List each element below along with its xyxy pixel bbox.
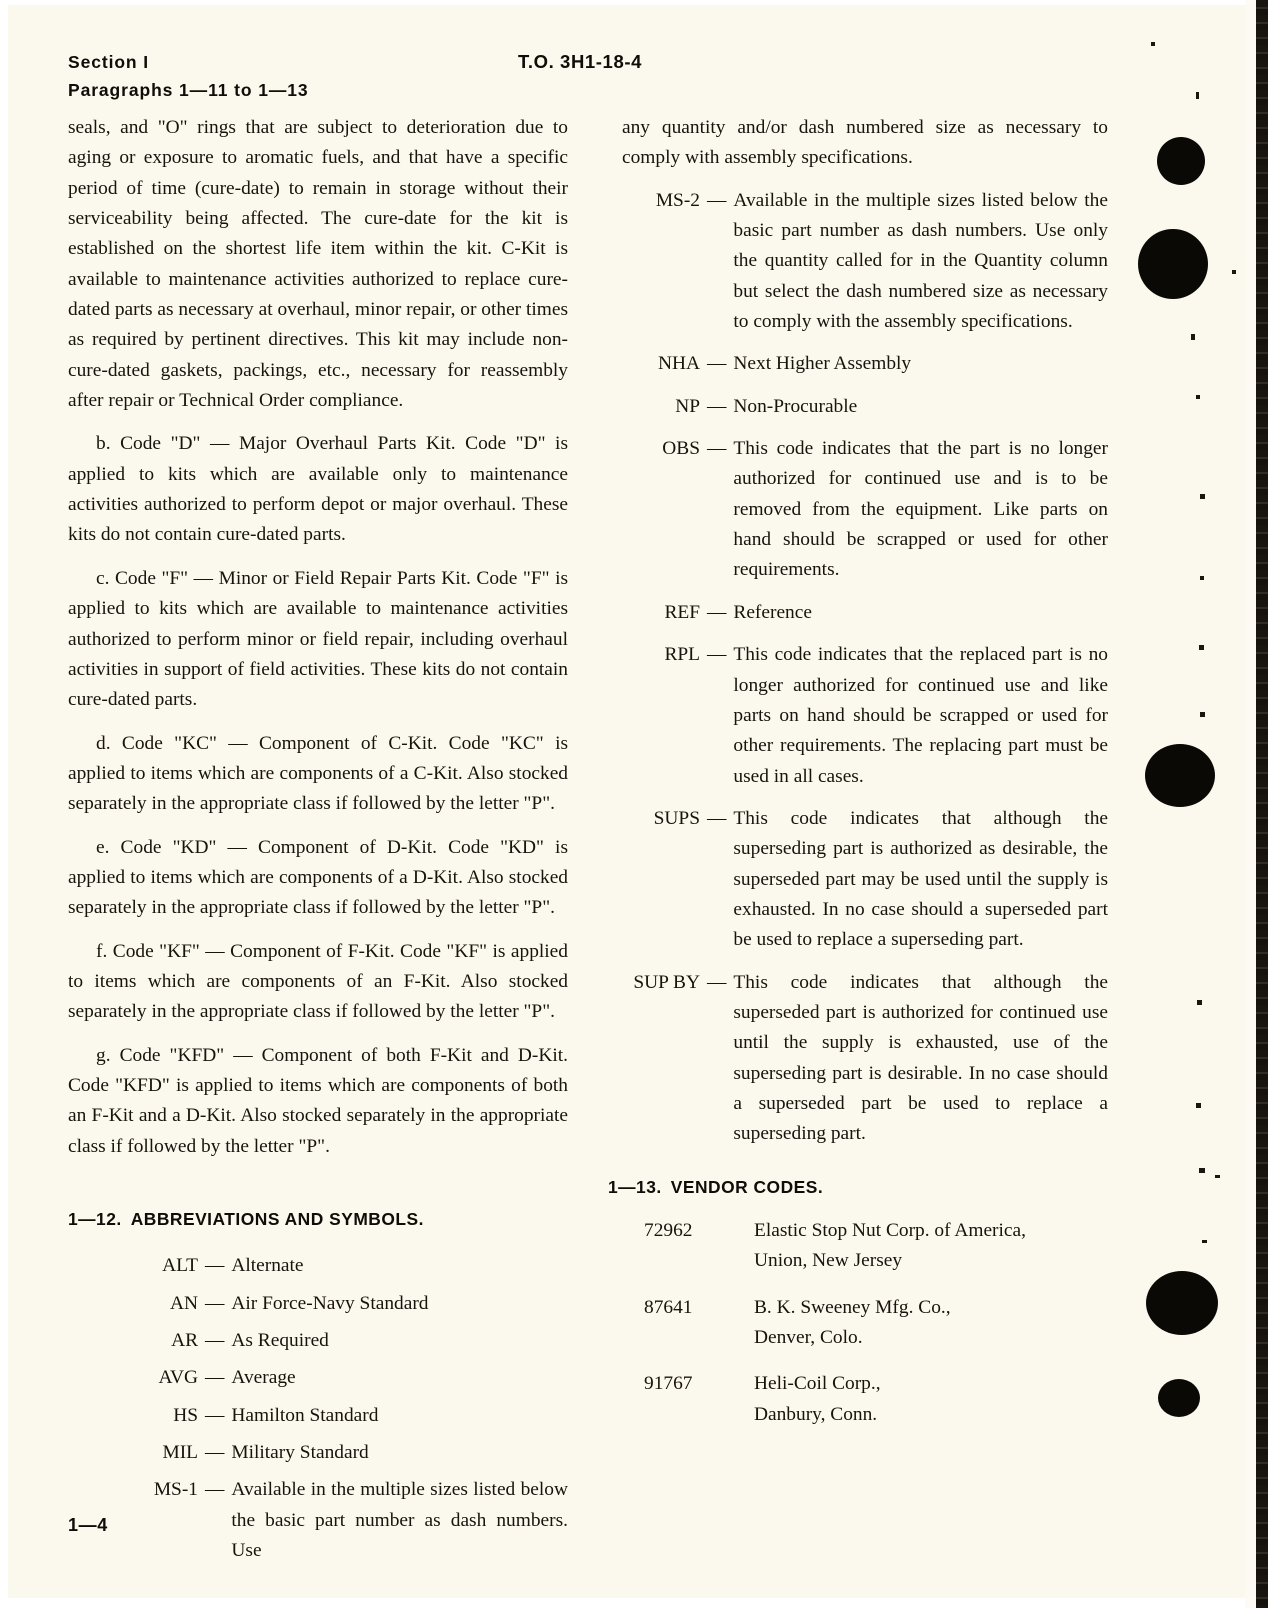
code-definition: This code indicates that the replaced part is no longer authorized for continued use and like parts on hand should be scrapped or used for other requirements. The replacing part must be used in all cases. (733, 644, 1108, 787)
header-section: Section I (68, 52, 150, 72)
abbreviation-term: MIL (162, 1442, 198, 1464)
code-row (608, 392, 1108, 422)
heading-title: VENDOR CODES. (670, 1176, 824, 1197)
heading-title: ABBREVIATIONS AND SYMBOLS. (130, 1209, 424, 1229)
code-term: SUP BY (633, 971, 700, 993)
vendor-row (644, 1369, 1108, 1430)
code-term: REF (664, 601, 700, 623)
code-row (608, 804, 1108, 956)
paragraph-c: c. Code "F" — Minor or Field Repair Parts Kit. Code "F" is applied to kits which are available to maintenance activities authorized to perform minor or field repair, including overhaul activities in support of field activities. These kits do not contain cure-dated parts. (68, 567, 568, 711)
code-dash: — (707, 644, 727, 666)
paragraph-b: b. Code "D" — Major Overhaul Parts Kit. Code "D" is applied to kits which are available only to maintenance activities authorized to perform depot or major overhaul. These kits do not contain cure-dated parts. (68, 433, 568, 546)
right-column (608, 113, 1108, 1446)
code-definition: This code indicates that the part is no longer authorized for continued use and is to be removed from the equipment. Like parts on hand should be scrapped or used for other requirements. (733, 438, 1108, 581)
abbreviation-dash: — (205, 1292, 225, 1314)
vendor-code: 91767 (644, 1373, 693, 1395)
abbreviation-row (98, 1475, 568, 1566)
code-row (608, 968, 1108, 1150)
code-term: NHA (657, 353, 700, 375)
code-dash: — (707, 395, 727, 417)
code-definition: Non-Procurable (733, 395, 858, 417)
scan-blob (1138, 229, 1208, 299)
scan-speck (1196, 395, 1200, 399)
paper-edge-right-ragged (1254, 0, 1268, 1608)
page-number-footer: 1—4 (68, 1515, 108, 1535)
header-section-block (68, 48, 309, 104)
paper-edge-bottom (0, 1598, 1268, 1608)
abbreviation-row (98, 1289, 568, 1319)
scan-speck (1200, 576, 1204, 580)
vendor-name-line2: Denver, Colo. (754, 1327, 863, 1349)
scan-speck (1202, 1240, 1207, 1243)
code-dash: — (707, 353, 727, 375)
abbreviation-definition: Air Force-Navy Standard (231, 1292, 429, 1314)
vendor-name-line1: Elastic Stop Nut Corp. of America, (754, 1220, 1026, 1241)
code-row (608, 434, 1108, 586)
paragraph-e: e. Code "KD" — Component of D-Kit. Code "KD" is applied to items which are components of a D-Kit. Also stocked separately in the appropriate class if followed by the letter "P". (68, 836, 568, 919)
abbreviation-row (98, 1363, 568, 1393)
scan-speck (1196, 92, 1199, 99)
code-dash: — (707, 189, 727, 211)
scan-speck (1196, 1103, 1201, 1108)
abbreviation-term: AVG (158, 1367, 198, 1389)
code-term: SUPS (653, 807, 700, 829)
abbreviation-definition: Hamilton Standard (231, 1404, 379, 1426)
code-dash: — (707, 601, 727, 623)
vendor-name-line2: Danbury, Conn. (754, 1403, 878, 1425)
paragraph-d: d. Code "KC" — Component of C-Kit. Code "KC" is applied to items which are components of a C-Kit. Also stocked separately in the appropriate class if followed by the letter "P". (68, 732, 568, 815)
code-row (608, 349, 1108, 379)
scan-speck (1199, 645, 1204, 650)
code-row (608, 598, 1108, 628)
abbreviation-row (98, 1438, 568, 1468)
abbreviation-term: HS (173, 1404, 198, 1426)
code-row (608, 186, 1108, 338)
abbreviation-dash: — (205, 1255, 225, 1277)
code-dash: — (707, 438, 727, 460)
scan-speck (1200, 494, 1205, 499)
abbreviation-definition: Military Standard (231, 1442, 369, 1464)
vendor-name-line1: B. K. Sweeney Mfg. Co., (754, 1296, 951, 1318)
vendor-name (754, 1369, 1108, 1430)
continued-definition-text: any quantity and/or dash numbered size as necessary to comply with assembly specifications. (622, 117, 1108, 169)
paragraph-f: f. Code "KF" — Component of F-Kit. Code "KF" is applied to items which are components of an F-Kit. Also stocked separately in the appropriate class if followed by the letter "P". (68, 940, 568, 1023)
heading-abbreviations-and-symbols (68, 1204, 568, 1234)
vendor-codes-list (644, 1216, 1108, 1430)
scan-speck (1197, 1000, 1202, 1005)
abbreviation-dash: — (205, 1442, 225, 1464)
abbreviation-row (98, 1326, 568, 1356)
abbreviation-row (98, 1251, 568, 1281)
abbreviation-dash: — (205, 1404, 225, 1426)
heading-vendor-codes (608, 1172, 1108, 1202)
abbreviation-term: AR (171, 1330, 198, 1352)
scan-speck (1191, 334, 1195, 340)
abbreviation-row (98, 1401, 568, 1431)
vendor-row (644, 1293, 1108, 1354)
paper-edge-top (0, 0, 1268, 5)
code-dash: — (707, 807, 727, 829)
scan-speck (1199, 1168, 1205, 1173)
code-term: OBS (662, 438, 700, 460)
abbreviation-dash: — (205, 1479, 225, 1501)
abbreviations-list (98, 1251, 568, 1566)
abbreviation-term: ALT (162, 1255, 198, 1277)
vendor-code: 72962 (644, 1220, 693, 1241)
scan-blob (1157, 137, 1205, 185)
abbreviation-definition: Available in the multiple sizes listed below the basic part number as dash numbers. Use (231, 1479, 568, 1562)
code-term: RPL (664, 644, 700, 666)
code-definition: This code indicates that although the superseding part is authorized as desirable, the superseded part may be used until the supply is exhausted. In no case should a superseded part be used to replace a superseding part. (733, 807, 1108, 951)
header-technical-order-number: T.O. 3H1-18-4 (518, 51, 642, 72)
codes-list (608, 186, 1108, 1150)
code-term: NP (675, 395, 700, 417)
page-header (68, 48, 1118, 100)
abbreviation-dash: — (205, 1367, 225, 1389)
abbreviation-definition: Average (231, 1367, 296, 1389)
abbreviation-term: AN (169, 1292, 198, 1314)
heading-number: 1—13. (608, 1176, 662, 1197)
continued-definition-row (608, 113, 1108, 174)
code-definition: Reference (733, 601, 812, 623)
scan-blob (1158, 1379, 1200, 1417)
vendor-name-line1: Heli-Coil Corp., (754, 1373, 881, 1395)
vendor-code: 87641 (644, 1296, 693, 1318)
code-term: MS-2 (655, 189, 700, 211)
paragraph-continued: seals, and "O" rings that are subject to deterioration due to aging or exposure to aromatic fuels, and that have a specific period of time (cure-date) to remain in storage without their serviceability being affected. The cure-date for the kit is established on the shortest life item within the kit. C-Kit is available to maintenance activities authorized to replace cure-dated parts as necessary at overhaul, minor repair, or other times as required by pertinent directives. This kit may include non-cure-dated gaskets, packings, etc., necessary for reassembly after repair or Technical Order compliance. (68, 117, 568, 412)
abbreviation-definition: As Required (231, 1330, 329, 1352)
code-row (608, 640, 1108, 792)
left-column (68, 113, 568, 1573)
scan-blob (1145, 744, 1215, 807)
code-dash: — (707, 971, 727, 993)
code-definition: Available in the multiple sizes listed below the basic part number as dash numbers. Use only the quantity called for in the Quantity column but select the dash numbered size as necessary to comply with the assembly specifications. (733, 189, 1108, 333)
paper-edge-left (0, 0, 8, 1608)
code-definition: This code indicates that although the superseded part is authorized for continued use until the supply is exhausted, use of the superseding part is desirable. In no case should a superseded part be used to replace a superseding part. (733, 971, 1108, 1145)
abbreviation-dash: — (205, 1330, 225, 1352)
header-paragraphs: Paragraphs 1—11 to 1—13 (68, 80, 309, 100)
vendor-name-line2: Union, New Jersey (754, 1250, 903, 1272)
vendor-name (754, 1293, 1108, 1354)
heading-number: 1—12. (68, 1209, 122, 1229)
scan-speck (1200, 712, 1205, 717)
scan-speck (1151, 42, 1155, 46)
code-definition: Next Higher Assembly (733, 353, 912, 375)
abbreviation-term: MS-1 (153, 1479, 198, 1501)
scan-speck (1232, 270, 1236, 274)
abbreviation-definition: Alternate (231, 1255, 304, 1277)
scan-speck (1215, 1175, 1220, 1178)
vendor-row (644, 1216, 1108, 1277)
paragraph-g: g. Code "KFD" — Component of both F-Kit and D-Kit. Code "KFD" is applied to items which are components of both an F-Kit and a D-Kit. Also stocked separately in the appropriate class if followed by the letter "P". (68, 1044, 568, 1157)
scan-blob (1146, 1271, 1218, 1335)
vendor-name (754, 1216, 1108, 1277)
